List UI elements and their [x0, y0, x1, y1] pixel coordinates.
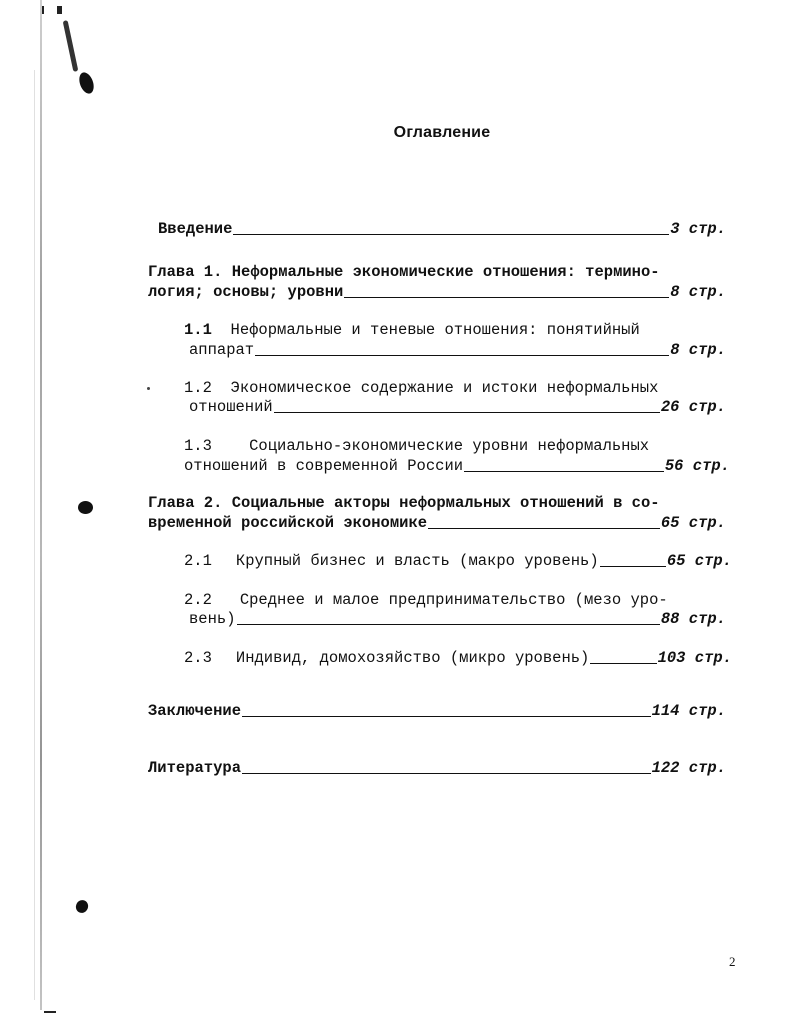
toc-page-ref: 8 стр.	[670, 283, 726, 301]
toc-section-number: 1.3	[184, 437, 212, 455]
scan-tick-mark	[42, 6, 44, 14]
scan-tick-mark	[57, 6, 62, 14]
toc-section-2-2-line1[interactable]	[184, 590, 668, 610]
toc-page-ref: 122 стр.	[651, 759, 726, 777]
toc-page-ref: 65 стр.	[666, 552, 732, 570]
page-number: 2	[729, 954, 736, 969]
toc-section-number: 1.2	[184, 379, 212, 397]
toc-section-1-2-line1[interactable]	[184, 378, 658, 398]
hole-punch-mark-middle	[78, 501, 93, 514]
toc-leader-line	[274, 411, 660, 413]
toc-page-ref: 26 стр.	[660, 398, 726, 416]
toc-entry-label: Неформальные и теневые отношения: понятийный	[230, 321, 640, 339]
toc-page-ref: 8 стр.	[670, 341, 726, 359]
toc-leader-line	[233, 233, 669, 235]
toc-leader-line	[237, 623, 660, 625]
toc-entry-label: Литература	[148, 759, 242, 777]
toc-entry-conclusion[interactable]	[148, 701, 726, 721]
toc-section-number: 2.3	[184, 649, 212, 667]
toc-section-1-2-line2[interactable]	[189, 397, 726, 417]
toc-chapter-1-line2[interactable]	[148, 282, 726, 302]
toc-page-ref: 88 стр.	[660, 610, 726, 628]
toc-entry-label: аппарат	[189, 341, 255, 359]
toc-leader-line	[428, 527, 660, 529]
toc-entry-label: Среднее и малое предпринимательство (мезо уро-	[239, 591, 668, 609]
scan-blot-top	[77, 70, 97, 95]
scan-tick-mark	[44, 1011, 56, 1013]
toc-section-number: 2.1	[184, 552, 212, 570]
toc-section-number: 2.2	[184, 591, 212, 609]
toc-section-1-1-line2[interactable]	[189, 340, 726, 360]
toc-entry-label: временной российской экономике	[148, 514, 428, 532]
scan-blot-top-streak	[63, 20, 79, 72]
toc-entry-label: Глава 1. Неформальные экономические отношения: термино-	[148, 263, 660, 281]
toc-entry-label: вень)	[189, 610, 236, 628]
toc-entry-label: отношений	[189, 398, 273, 416]
toc-section-number: 1.1	[184, 321, 212, 339]
toc-leader-line	[344, 296, 669, 298]
toc-entry-label: Крупный бизнес и власть (макро уровень)	[235, 552, 599, 570]
toc-section-1-3-line2[interactable]	[184, 456, 730, 476]
toc-leader-line	[255, 354, 669, 356]
toc-entry-label: Индивид, домохозяйство (микро уровень)	[235, 649, 590, 667]
toc-entry-label: Заключение	[148, 702, 242, 720]
toc-chapter-1-line1[interactable]	[148, 262, 726, 282]
toc-title: Оглавление	[393, 124, 491, 141]
toc-chapter-2-line1[interactable]	[148, 493, 726, 513]
scan-edge-shadow	[40, 0, 42, 1010]
toc-leader-line	[464, 470, 664, 472]
toc-section-2-3[interactable]	[184, 648, 732, 668]
toc-chapter-2-line2[interactable]	[148, 513, 726, 533]
toc-entry-label: Социально-экономические уровни неформальных	[249, 437, 650, 455]
toc-leader-line	[242, 772, 651, 774]
toc-page-ref: 103 стр.	[657, 649, 732, 667]
toc-page-ref: 3 стр.	[670, 220, 726, 238]
toc-page-ref: 56 стр.	[664, 457, 730, 475]
toc-entry-label: Введение	[158, 220, 233, 238]
toc-entry-label: Глава 2. Социальные акторы неформальных отношений в со-	[148, 494, 660, 512]
toc-entry-literature[interactable]	[148, 758, 726, 778]
scan-edge-line	[34, 70, 35, 1000]
scan-speck	[147, 387, 150, 390]
toc-leader-line	[590, 662, 656, 664]
toc-entry-label: логия; основы; уровни	[148, 283, 344, 301]
toc-section-2-2-line2[interactable]	[189, 609, 726, 629]
toc-section-1-1-line1[interactable]	[184, 320, 640, 340]
toc-leader-line	[242, 715, 651, 717]
toc-section-2-1[interactable]	[184, 551, 732, 571]
toc-entry-label: отношений в современной России	[184, 457, 464, 475]
toc-section-1-3-line1[interactable]	[184, 436, 649, 456]
toc-entry-intro[interactable]	[158, 219, 726, 239]
toc-entry-label: Экономическое содержание и истоки неформальных	[230, 379, 659, 397]
toc-page-ref: 114 стр.	[651, 702, 726, 720]
toc-leader-line	[600, 565, 666, 567]
hole-punch-mark-bottom	[74, 898, 90, 915]
toc-page-ref: 65 стр.	[660, 514, 726, 532]
